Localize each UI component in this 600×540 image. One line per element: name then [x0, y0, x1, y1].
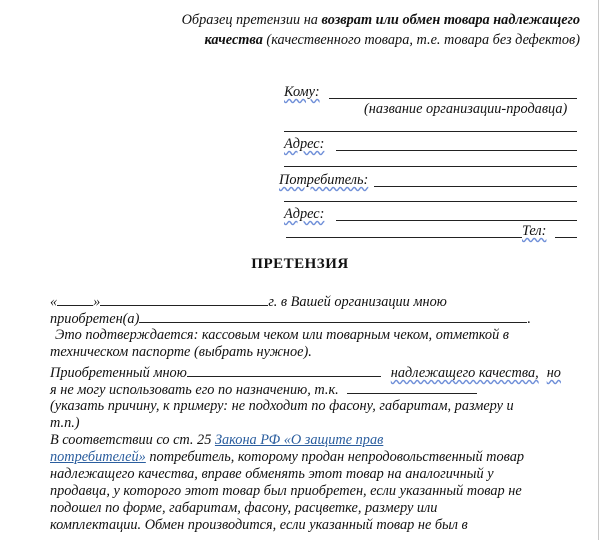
body-line-2: приобретен(а) . [50, 311, 531, 327]
body-line-6: я не могу использовать его по назначению, т.к. [50, 381, 477, 398]
header-bold-2: качества [204, 32, 263, 48]
header-prefix: Образец претензии на [181, 12, 322, 28]
address-label-2: Адрес: [284, 206, 325, 222]
body-line-1: « » г. в Вашей организации мною [50, 294, 447, 310]
org-line [284, 131, 577, 132]
body-line-13: подошел по форме, габаритам, фасону, расцветке, размеру или [50, 500, 438, 516]
header-line-2 [204, 32, 580, 48]
body-line-8: т.п.) [50, 415, 80, 431]
header-line-1 [182, 12, 580, 28]
address-line-2 [336, 220, 577, 221]
consumer-label: Потребитель: [279, 172, 369, 188]
body-line-12: продавца, у которого этот товар был приобретен, если указанный товар не [50, 483, 522, 499]
consumer-line [374, 186, 577, 187]
phone-label: Тел: [522, 223, 547, 239]
body-line-7: (указать причину, к примеру: не подходит по фасону, габаритам, размеру и [50, 398, 514, 414]
body-line-3: Это подтверждается: кассовым чеком или товарным чеком, отметкой в [55, 327, 510, 343]
org-hint: (название организации-продавца) [364, 101, 568, 117]
document-title: ПРЕТЕНЗИЯ [251, 256, 349, 272]
address-line-1 [336, 150, 577, 151]
address-label-1: Адрес: [284, 136, 325, 152]
to-line [329, 98, 577, 99]
law-link[interactable]: Закона РФ «О защите прав [214, 432, 384, 448]
body-line-9: В соответствии со ст. 25 Закона РФ «О защите прав [50, 432, 384, 448]
phone-line-left [286, 237, 522, 238]
header-rest: (качественного товара, т.е. товара без дефектов) [262, 32, 580, 48]
to-label: Кому: [284, 84, 320, 100]
address-line-1b [284, 166, 577, 167]
header-bold-1: возврат или обмен товара надлежащего [321, 12, 580, 28]
body-line-11: надлежащего качества, вправе обменять этот товар на аналогичный у [50, 466, 494, 482]
body-line-4: техническом паспорте (выбрать нужное). [50, 344, 312, 360]
law-link-cont[interactable]: потребителей» [50, 449, 146, 465]
consumer-line-b [284, 201, 577, 202]
phone-line [555, 237, 577, 238]
body-line-10: потребителей» потребитель, которому продан непродовольственный товар [50, 449, 525, 465]
body-line-5: Приобретенный мною надлежащего качества, но [50, 365, 561, 381]
body-line-14: комплектации. Обмен производится, если указанный товар не был в [50, 517, 468, 533]
